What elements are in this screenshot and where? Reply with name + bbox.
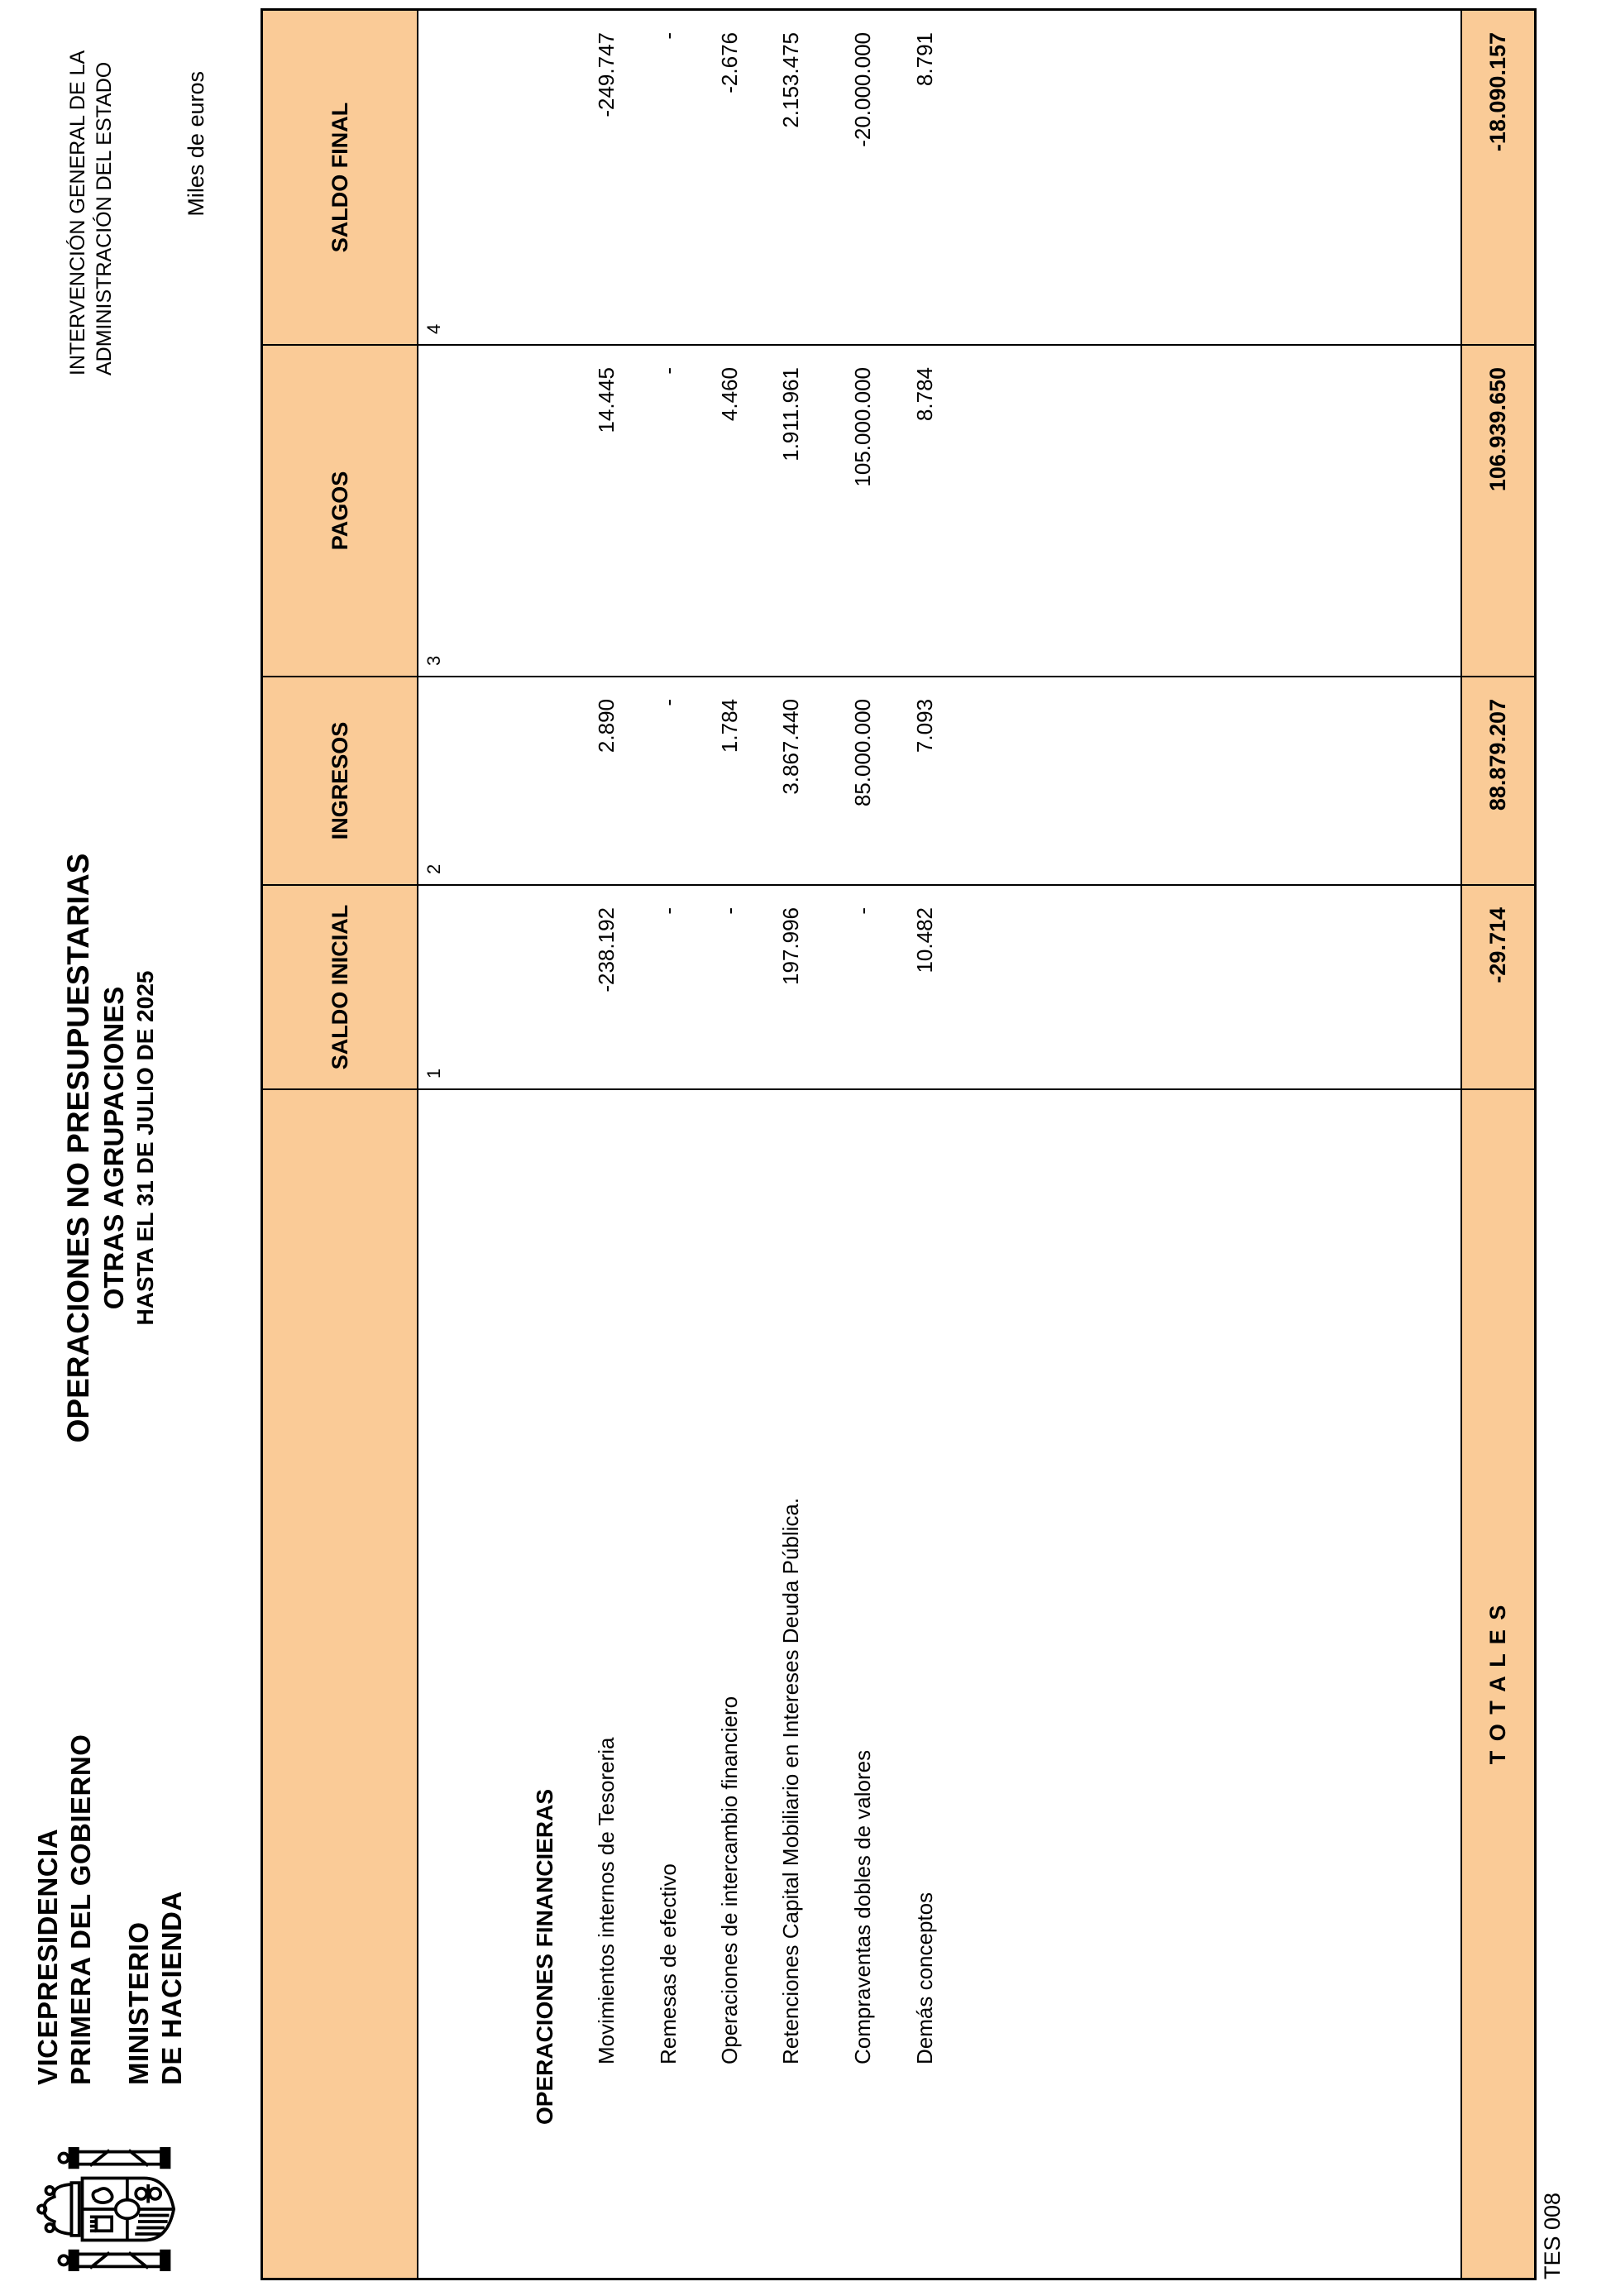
- agency-line-2: ADMINISTRACIÓN DEL ESTADO: [93, 61, 116, 375]
- column-number: 3: [423, 655, 444, 666]
- header-cell-ingresos: INGRESOS: [263, 676, 418, 884]
- body-column-saldo-final: [418, 11, 1460, 344]
- totals-label-cell: T O T A L E S: [1460, 1088, 1534, 2278]
- cell-value: -20.000.000: [850, 32, 875, 147]
- cell-value: -: [656, 907, 681, 915]
- cell-value: 7.093: [912, 699, 937, 753]
- totals-pagos: 106.939.650: [1460, 344, 1534, 676]
- cell-value: 105.000.000: [850, 367, 875, 487]
- cell-value: 2.153.475: [778, 32, 803, 128]
- cell-value: 8.784: [912, 367, 937, 422]
- ministry-line-1: VICEPRESIDENCIA: [32, 1828, 63, 2085]
- cell-value: 1.784: [717, 699, 742, 753]
- operations-table: [261, 8, 1537, 2280]
- header-cell-saldo-inicial: SALDO INICIAL: [263, 884, 418, 1088]
- ministry-line-3: MINISTERIO: [123, 1921, 154, 2085]
- cell-value: 85.000.000: [850, 699, 875, 807]
- header-cell-pagos: PAGOS: [263, 344, 418, 676]
- agency-line-1: INTERVENCIÓN GENERAL DE LA: [66, 50, 89, 375]
- report-title-line-1: OPERACIONES NO PRESUPUESTARIAS: [61, 853, 95, 1443]
- cell-value: 8.791: [912, 32, 937, 87]
- report-title-line-2: OTRAS AGRUPACIONES: [98, 986, 129, 1310]
- column-number: 2: [423, 863, 444, 874]
- ministry-line-4: DE HACIENDA: [156, 1891, 187, 2085]
- units-label: Miles de euros: [184, 71, 208, 217]
- cell-value: 3.867.440: [778, 699, 803, 795]
- totals-ingresos: 88.879.207: [1460, 676, 1534, 884]
- section-label: OPERACIONES FINANCIERAS: [532, 1788, 557, 2125]
- totals-saldo-final: -18.090.157: [1460, 11, 1534, 344]
- cell-value: -: [656, 367, 681, 375]
- cell-value: 197.996: [778, 907, 803, 985]
- cell-value: 14.445: [594, 367, 619, 433]
- body-column-saldo-inicial: [418, 884, 1460, 1088]
- cell-value: 1.911.961: [778, 367, 803, 462]
- form-code: TES 008: [1540, 2192, 1565, 2279]
- row-label: Retenciones Capital Mobiliario en Intereses Deuda Pública.: [778, 1497, 803, 2064]
- ministry-line-2: PRIMERA DEL GOBIERNO: [65, 1734, 96, 2085]
- cell-value: -: [656, 699, 681, 706]
- cell-value: 4.460: [717, 367, 742, 422]
- cell-value: -238.192: [594, 907, 619, 993]
- body-column-ingresos: [418, 676, 1460, 884]
- body-column-pagos: [418, 344, 1460, 676]
- report-title-line-3: HASTA EL 31 DE JULIO DE 2025: [132, 970, 158, 1326]
- row-label: Demás conceptos: [912, 1892, 937, 2064]
- row-label: Remesas de efectivo: [656, 1863, 681, 2064]
- cell-value: -: [717, 907, 742, 915]
- row-label: Compraventas dobles de valores: [850, 1749, 875, 2064]
- column-number: 4: [423, 323, 444, 334]
- cell-value: -: [850, 907, 875, 915]
- cell-value: 2.890: [594, 699, 619, 753]
- cell-value: 10.482: [912, 907, 937, 973]
- header-cell-concepts: [263, 1088, 418, 2278]
- row-label: Operaciones de intercambio financiero: [717, 1696, 742, 2064]
- cell-value: -: [656, 32, 681, 40]
- header-cell-saldo-final: SALDO FINAL: [263, 11, 418, 344]
- body-column-concepts: [418, 1088, 1460, 2278]
- row-label: Movimientos internos de Tesoreria: [594, 1737, 619, 2064]
- cell-value: -249.747: [594, 32, 619, 117]
- cell-value: -2.676: [717, 32, 742, 93]
- totals-saldo-inicial: -29.714: [1460, 884, 1534, 1088]
- agency-header: [65, 50, 117, 375]
- column-number: 1: [423, 1068, 444, 1079]
